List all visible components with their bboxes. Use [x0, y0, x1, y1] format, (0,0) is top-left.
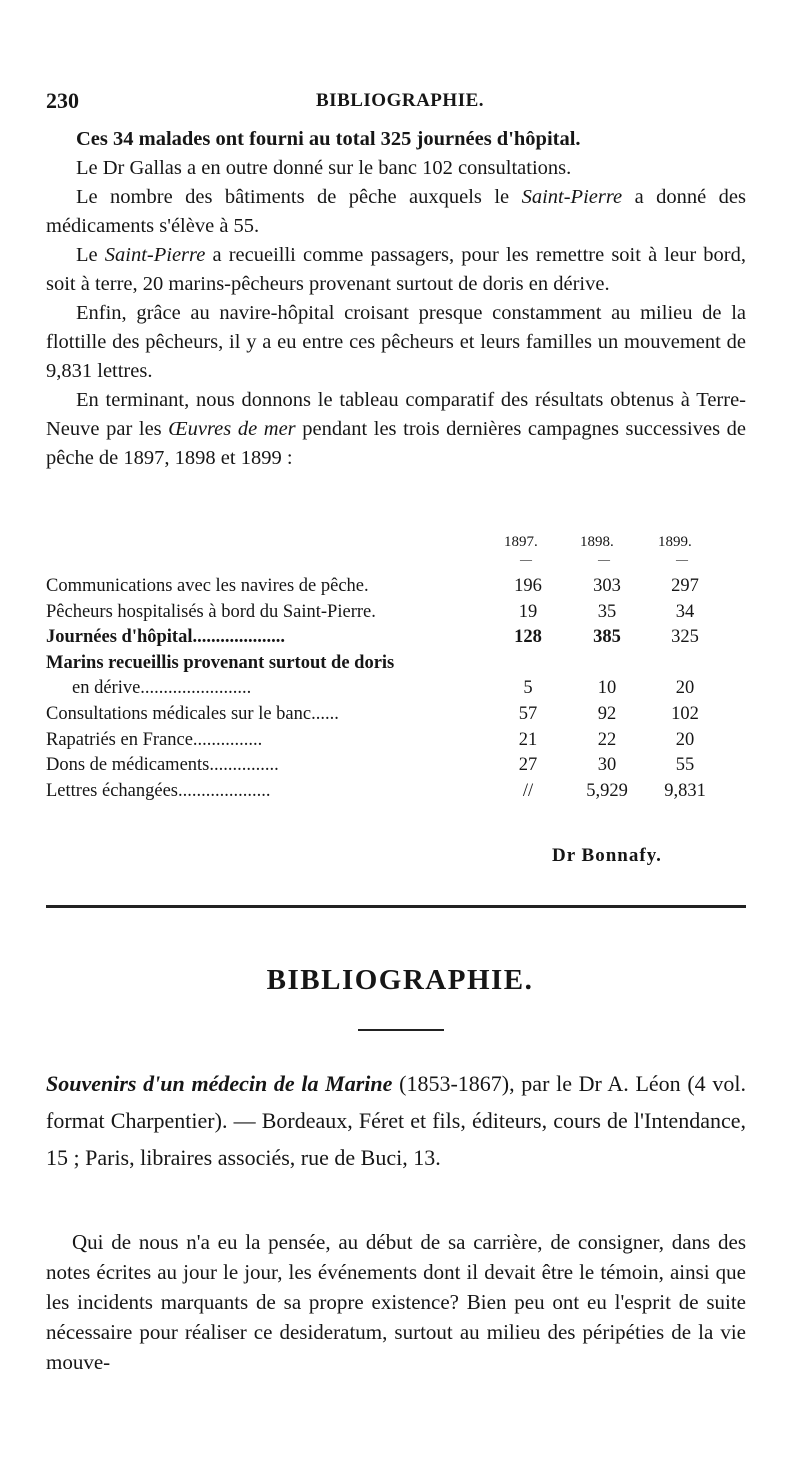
- cell-1899: 20: [675, 678, 695, 699]
- cell-1898: 10: [597, 678, 617, 699]
- cell-1898: 5,929: [586, 780, 628, 801]
- report-text: [46, 125, 746, 473]
- author-signature: Dr Bonnafy.: [552, 845, 662, 866]
- table-row: [46, 600, 746, 626]
- row-label: Journées d'hôpital....................: [46, 627, 285, 648]
- cell-1898: 92: [597, 703, 617, 724]
- book-reference: [46, 1065, 746, 1176]
- paragraph-medicines-text-a: Le nombre des bâtiments de pêche auxquels le: [76, 186, 522, 208]
- cell-1899: 55: [675, 755, 695, 776]
- header-dash: —: [520, 552, 532, 566]
- cell-1897: 196: [514, 576, 542, 596]
- row-label: Pêcheurs hospitalisés à bord du Saint-Pierre.: [46, 601, 376, 622]
- paragraph-medicines: [46, 183, 746, 241]
- table-row: [46, 651, 746, 677]
- paragraph-conclusion-text-b: pendant les trois dernières campagnes successives de pêche de 1897, 1898 et 1899 :: [46, 418, 747, 469]
- section-divider: [46, 905, 746, 908]
- row-label: Marins recueillis provenant surtout de doris: [46, 652, 395, 673]
- table-row: [46, 574, 746, 600]
- book-details: (1853-1867), par le Dr A. Léon (4 vol. format Charpentier). — Bordeaux, Féret et fils, éditeurs, cours de l'Intendance, 15 ; Paris, libraires associés, rue de Buci, 13.: [46, 1071, 746, 1170]
- cell-1899: 20: [675, 729, 695, 750]
- comparison-table: [46, 534, 746, 804]
- organization-name: Œuvres de mer: [168, 418, 296, 440]
- row-label: en dérive........................: [72, 678, 252, 699]
- cell-1897: //: [522, 780, 534, 801]
- paragraph-conclusion-text-a: En terminant, nous donnons le tableau comparatif des résultats obtenus à Terre-Neuve par les: [46, 389, 746, 440]
- cell-1897: 128: [514, 627, 542, 648]
- header-dash: —: [676, 552, 688, 566]
- year-header-1898: 1898.: [580, 534, 614, 550]
- cell-1899: 325: [671, 627, 699, 648]
- ship-name: Saint-Pierre: [521, 186, 623, 208]
- table-row: [46, 676, 746, 702]
- paragraph-passengers-text-b: a recueilli comme passagers, pour les remettre soit à leur bord, soit à terre, 20 marins-pêcheurs provenant surtout de doris en dérive.: [46, 244, 747, 295]
- cell-1898: 35: [597, 601, 617, 622]
- paragraph-letters: Enfin, grâce au navire-hôpital croisant presque constamment au milieu de la flottille des pêcheurs, il y a eu entre ces pêcheurs et leurs familles un mouvement de 9,831 lettres.: [46, 302, 746, 382]
- row-label: Consultations médicales sur le banc......: [46, 703, 339, 724]
- paragraph-patients: Ces 34 malades ont fourni au total 325 journées d'hôpital.: [76, 128, 581, 150]
- table-row: [46, 702, 746, 728]
- ship-name: Saint-Pierre: [104, 244, 206, 266]
- book-title: Souvenirs d'un médecin de la Marine: [46, 1071, 393, 1096]
- running-title: BIBLIOGRAPHIE.: [316, 90, 485, 111]
- table-row: [46, 779, 746, 805]
- cell-1899: 297: [671, 576, 699, 596]
- review-text: [46, 1227, 746, 1377]
- paragraph-medicines-text-b: a donné des médicaments s'élève à 55.: [46, 186, 746, 237]
- section-title: BIBLIOGRAPHIE.: [266, 964, 534, 996]
- cell-1899: 102: [671, 703, 699, 724]
- paragraph-conclusion: [46, 386, 746, 473]
- row-label: Lettres échangées....................: [46, 780, 271, 801]
- table-row: [46, 753, 746, 779]
- paragraph-passengers-text-a: Le: [76, 244, 105, 266]
- header-dash: —: [598, 552, 610, 566]
- title-underline: [358, 1029, 444, 1031]
- row-label: Rapatriés en France...............: [46, 729, 263, 750]
- cell-1897: 57: [518, 703, 538, 724]
- cell-1898: 22: [597, 729, 617, 750]
- cell-1898: 303: [593, 576, 621, 596]
- table-row: [46, 728, 746, 754]
- year-header-1899: 1899.: [658, 534, 692, 550]
- cell-1898: 30: [597, 755, 617, 776]
- cell-1897: 19: [518, 601, 538, 622]
- review-paragraph: Qui de nous n'a eu la pensée, au début de sa carrière, de consigner, dans des notes écrites au jour le jour, les événements dont il devait être le témoin, ainsi que les incidents marquants de sa propre existence? Bien peu ont eu l'esprit de suite nécessaire pour réaliser ce desideratum, surtout au milieu des péripéties de la vie mouve-: [46, 1230, 746, 1374]
- cell-1899: 34: [675, 601, 695, 622]
- table-row: [46, 625, 746, 651]
- table-header: [46, 534, 746, 574]
- cell-1897: 21: [518, 729, 538, 750]
- row-label: Dons de médicaments...............: [46, 755, 279, 776]
- year-header-1897: 1897.: [504, 534, 538, 550]
- cell-1898: 385: [593, 627, 621, 648]
- page-number: 230: [46, 88, 79, 113]
- paragraph-passengers: [46, 241, 746, 299]
- running-head: [46, 88, 746, 118]
- cell-1897: 5: [523, 678, 533, 699]
- row-label: Communications avec les navires de pêche.: [46, 576, 369, 596]
- cell-1897: 27: [518, 755, 538, 776]
- cell-1899: 9,831: [664, 780, 706, 801]
- book-citation: [46, 1065, 746, 1176]
- paragraph-consultations: Le Dr Gallas a en outre donné sur le banc 102 consultations.: [76, 157, 572, 179]
